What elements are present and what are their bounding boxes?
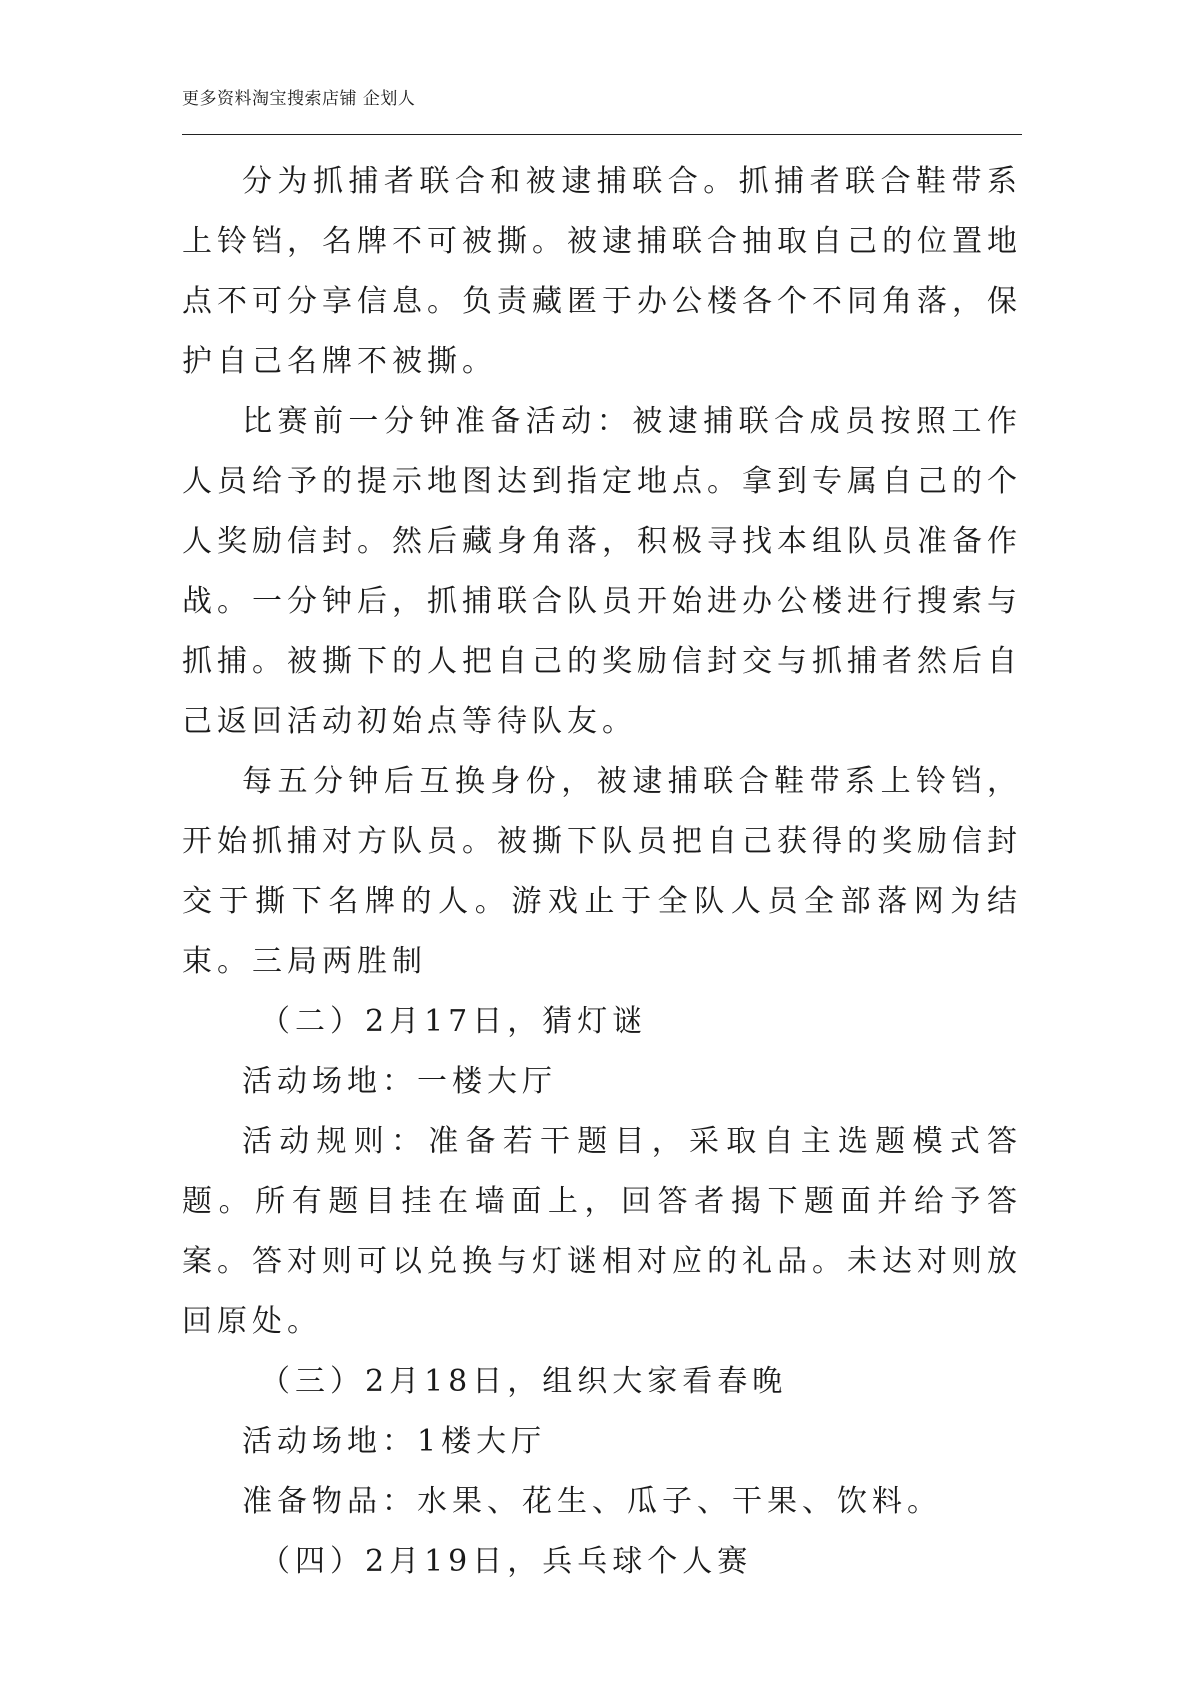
paragraph-preparation: 比赛前一分钟准备活动：被逮捕联合成员按照工作人员给予的提示地图达到指定地点。拿到专属自己的个人奖励信封。然后藏身角落，积极寻找本组队员准备作战。一分钟后，抓捕联合队员开始进办公楼进行搜索与抓捕。被撕下的人把自己的奖励信封交与抓捕者然后自己返回活动初始点等待队友。	[182, 404, 1022, 739]
paragraph-venue-2: 活动场地：1楼大厅	[242, 1424, 547, 1459]
section-heading-table-tennis: （四）2月19日，兵乓球个人赛	[260, 1544, 753, 1579]
paragraph-role-swap: 每五分钟后互换身份，被逮捕联合鞋带系上铃铛，开始抓捕对方队员。被撕下队员把自己获得的奖励信封交于撕下名牌的人。游戏止于全队人员全部落网为结束。三局两胜制	[182, 764, 1022, 979]
paragraph-rules: 活动规则：准备若干题目，采取自主选题模式答题。所有题目挂在墙面上，回答者揭下题面并给予答案。答对则可以兑换与灯谜相对应的礼品。未达对则放回原处。	[182, 1124, 1022, 1339]
section-heading-gala: （三）2月18日，组织大家看春晚	[260, 1364, 788, 1399]
header-divider	[182, 134, 1022, 135]
section-heading-lantern-riddles: （二）2月17日，猜灯谜	[260, 1004, 648, 1039]
paragraph-supplies: 准备物品：水果、花生、瓜子、干果、饮料。	[242, 1484, 942, 1519]
page-header: 更多资料淘宝搜索店铺 企划人	[182, 89, 416, 109]
paragraph-teams: 分为抓捕者联合和被逮捕联合。抓捕者联合鞋带系上铃铛，名牌不可被撕。被逮捕联合抽取自己的位置地点不可分享信息。负责藏匿于办公楼各个不同角落，保护自己名牌不被撕。	[182, 164, 1022, 379]
document-body	[182, 152, 1022, 1592]
paragraph-venue-1: 活动场地：一楼大厅	[242, 1064, 557, 1099]
